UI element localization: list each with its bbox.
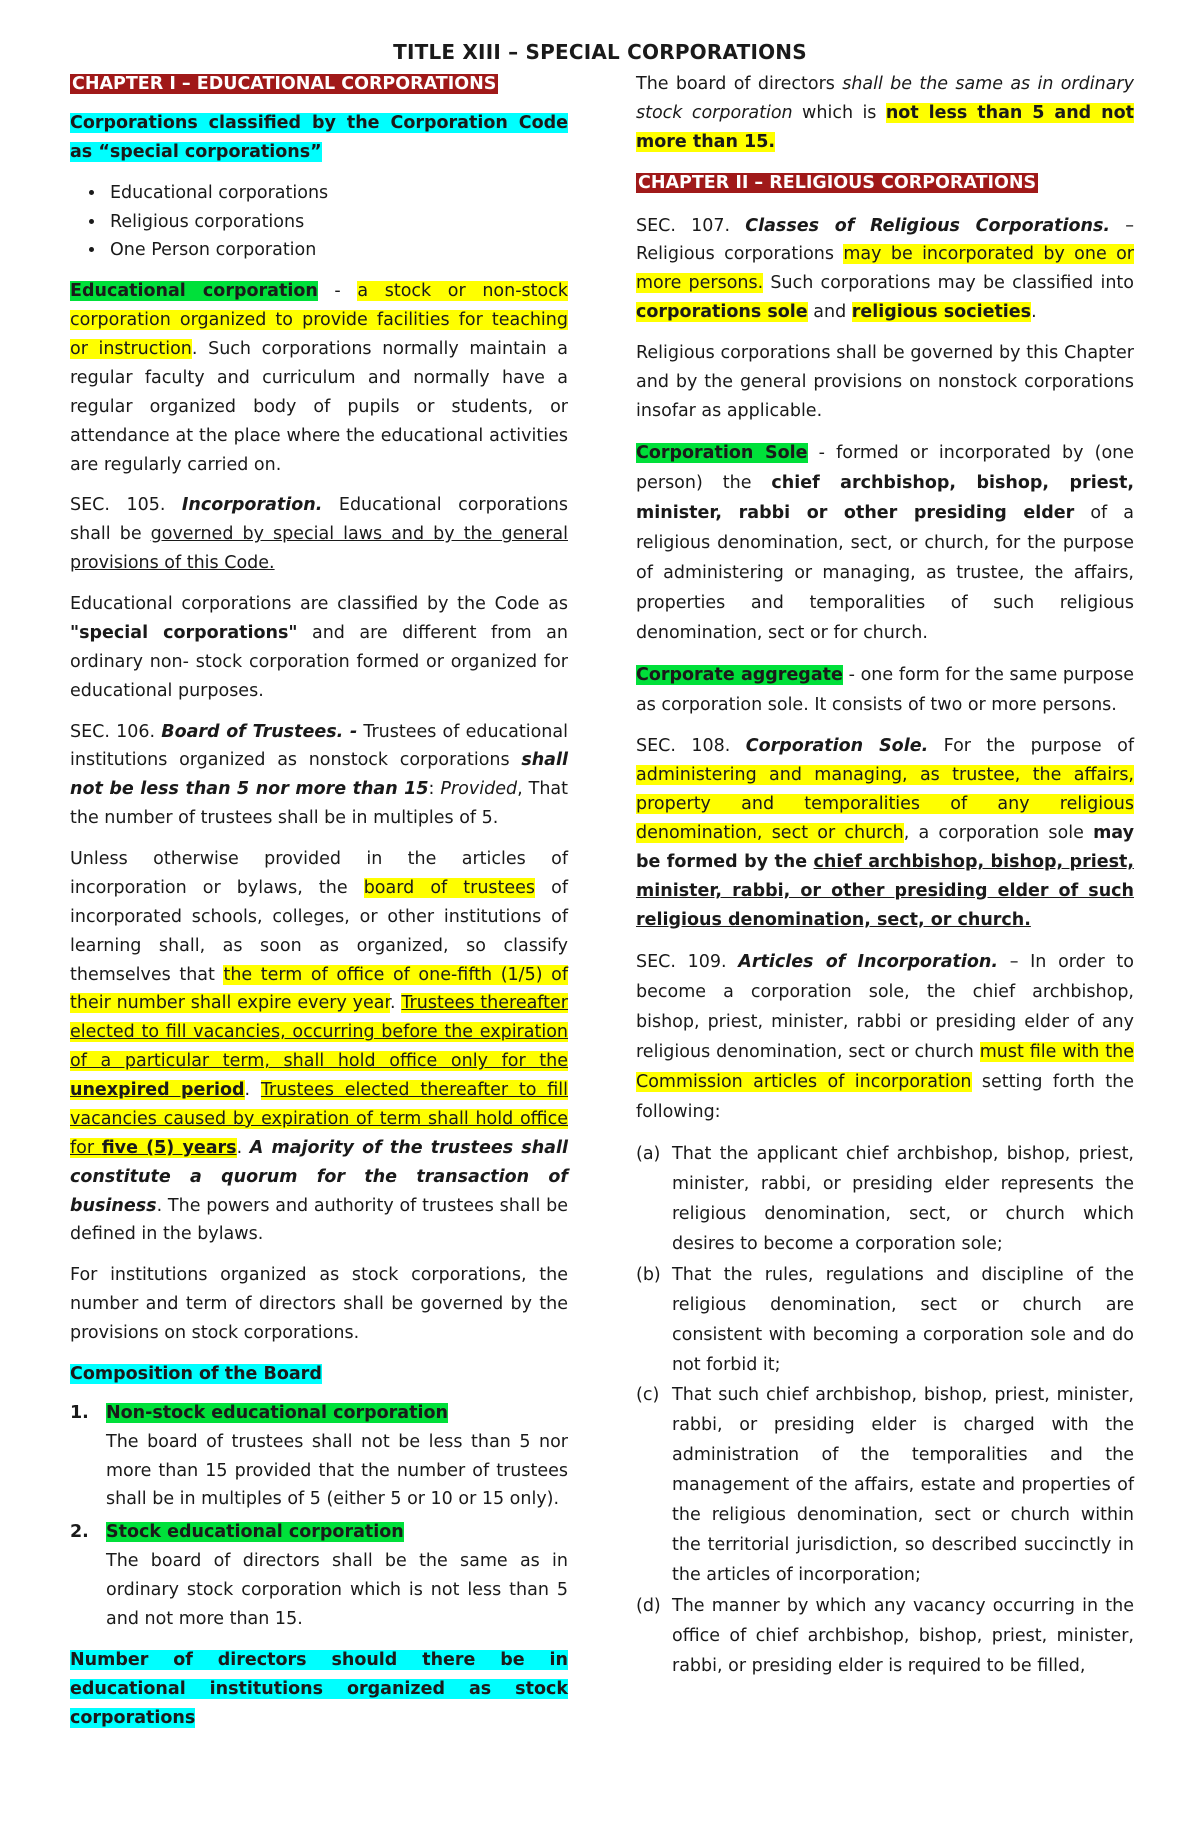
list-item: 2. Stock educational corporation [70, 1522, 404, 1543]
governed-paragraph: Religious corporations shall be governed by this Chapter and by the general provisions on nonstock corporations insofar as applicable. [636, 343, 1134, 421]
educational-corporation-definition: Educational corporation - a stock or non-stock corporation organized to provide facilities for teaching or instruction. Such corporations normally maintain a regular faculty and curriculum and normally have a regular organized body of pupils or students, or attendance at the place where the educational activities are regularly carried on. [70, 281, 568, 475]
list-item: • Educational corporations [106, 179, 568, 208]
corporate-aggregate-definition: Corporate aggregate - one form for the same purpose as corporation sole. It consists of two or more persons. [636, 665, 1134, 716]
question-heading: Number of directors should there be in educational institutions organized as stock corporations [70, 1649, 568, 1728]
list-item: (a) That the applicant chief archbishop, bishop, priest, minister, rabbi, or presiding elder represents the religious denomination, sect, or church which desires to become a corporation sole; [636, 1144, 1134, 1255]
list-item-body: The board of trustees shall not be less than 5 nor more than 15 provided that the number of trustees shall be in multiples of 5 (either 5 or 10 or 15 only). [106, 1431, 568, 1510]
corporation-sole-definition: Corporation Sole - formed or incorporated by (one person) the chief archbishop, bishop, priest, minister, rabbi or other presiding elder of a religious denomination, sect, or church, for the purpose of administering or managing, as trustee, the affairs, properties and temporalities of such religious denomination, sect or for church. [636, 442, 1135, 644]
chapter-2-heading: CHAPTER II – RELIGIOUS CORPORATIONS [638, 172, 1037, 193]
chapter-1-heading: CHAPTER I – EDUCATIONAL CORPORATIONS [72, 74, 497, 94]
left-column [70, 70, 568, 1744]
composition-heading: Composition of the Board [70, 1363, 322, 1384]
list-item: (b) That the rules, regulations and discipline of the religious denomination, sect or church are consistent with becoming a corporation sole and do not forbid it; [636, 1264, 1134, 1375]
composition-list [70, 1399, 568, 1634]
list-item-body: The board of directors shall be the same as in ordinary stock corporation which is not less than 5 and not more than 15. [106, 1551, 568, 1629]
sec-106-paragraph: SEC. 106. Board of Trustees. - Trustees of educational institutions organized as nonstock corporations shall not be less than 5 nor more than 15: Provided, That the number of trustees shall be in multiples of 5. [70, 721, 568, 829]
special-corporations-paragraph: Educational corporations are classified by the Code as "special corporations" and are different from an ordinary non- stock corporation formed or organized for educational purposes. [70, 594, 568, 701]
sec-108-paragraph: SEC. 108. Corporation Sole. For the purpose of administering and managing, as trustee, the affairs, property and temporalities of any religious denomination, sect or church, a corporation sole may be formed by the chief archbishop, bishop, priest, minister, rabbi, or other presiding elder of such religious denomination, sect, or church. [636, 736, 1134, 930]
sec-105-paragraph: SEC. 105. Incorporation. Educational corporations shall be governed by special laws and by the general provisions of this Code. [70, 495, 568, 574]
sec-107-paragraph: SEC. 107. Classes of Religious Corporations. – Religious corporations may be incorporated by one or more persons. Such corporations may be classified into corporations sole and religious societies. [636, 215, 1135, 323]
list-item: • One Person corporation [106, 236, 568, 265]
classified-heading: Corporations classified by the Corporation Code as “special corporations” [70, 112, 568, 162]
right-column [636, 70, 1134, 1681]
stock-institutions-paragraph: For institutions organized as stock corporations, the number and term of directors shall be governed by the provisions on stock corporations. [70, 1265, 568, 1343]
list-item: (d) The manner by which any vacancy occurring in the office of chief archbishop, bishop, priest, minister, rabbi, or presiding elder is required to be filled, [636, 1595, 1134, 1676]
board-answer-paragraph: The board of directors shall be the same as in ordinary stock corporation which is not less than 5 and not more than 15. [636, 74, 1134, 152]
special-corporations-list [70, 179, 568, 266]
sec-109-paragraph: SEC. 109. Articles of Incorporation. – In order to become a corporation sole, the chief archbishop, bishop, priest, minister, rabbi or presiding elder of any religious denomination, sect or church must file with the Commission articles of incorporation setting forth the following: [636, 951, 1135, 1123]
articles-requirements-list [636, 1139, 1134, 1681]
list-item: (c) That such chief archbishop, bishop, priest, minister, rabbi, or presiding elder is charged with the administration of the temporalities and the management of the affairs, estate and properties of the religious denomination, sect or church within the territorial jurisdiction, so described succinctly in the articles of incorporation; [636, 1384, 1134, 1586]
trustees-classification-paragraph: Unless otherwise provided in the articles of incorporation or bylaws, the board of trustees of incorporated schools, colleges, or other institutions of learning shall, as soon as organized, so classify themselves that the term of office of one-fifth (1/5) of their number shall expire every year. Trustees thereafter elected to fill vacancies, occurring before the expiration of a particular term, shall hold office only for the unexpired period. Trustees elected thereafter to fill vacancies caused by expiration of term shall hold office for five (5) years. A majority of the trustees shall constitute a quorum for the transaction of business. The powers and authority of trustees shall be defined in the bylaws. [70, 849, 568, 1245]
list-item: 1. Non-stock educational corporation [70, 1402, 448, 1423]
page-title: TITLE XIII – SPECIAL CORPORATIONS [393, 40, 807, 64]
list-item: • Religious corporations [106, 208, 568, 237]
